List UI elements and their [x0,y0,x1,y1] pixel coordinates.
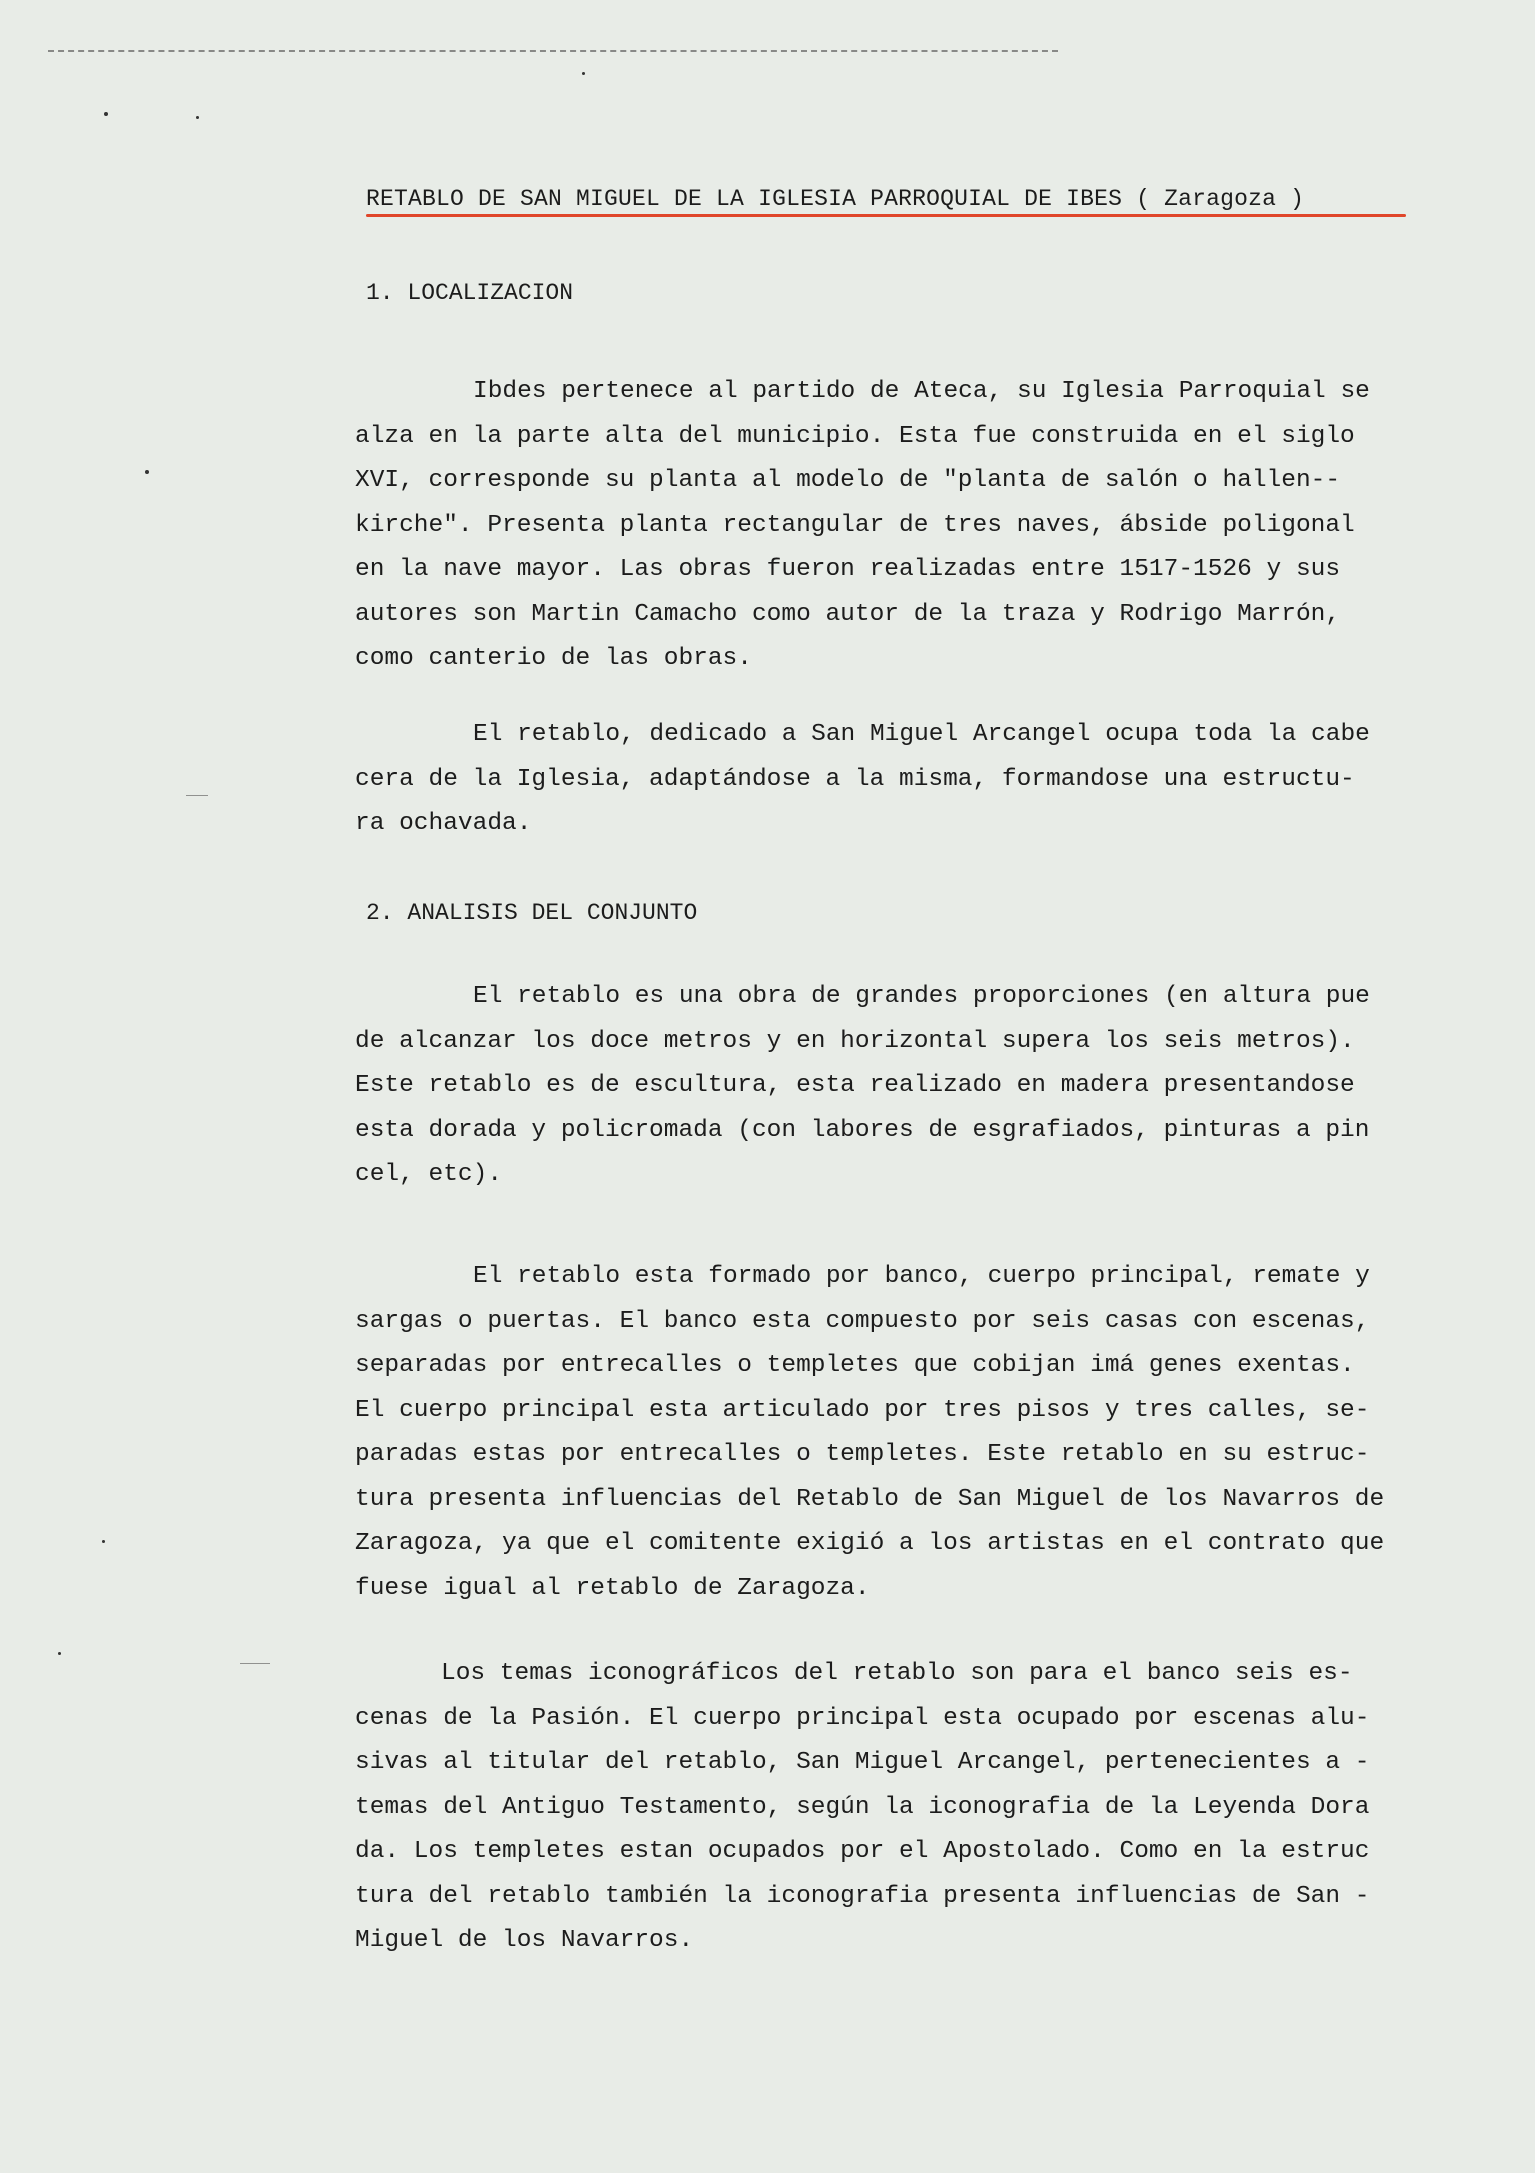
text-line: cel, etc). [355,1161,503,1188]
text-line: de alcanzar los doce metros y en horizontal supera los seis metros). [355,1027,1355,1055]
scan-edge-mark [48,50,1058,56]
text-line: Este retablo es de escultura, esta realizado en madera presentandose [355,1072,1355,1099]
text-line: cera de la Iglesia, adaptándose a la misma, formandose una estructu- [355,765,1355,793]
text-line: kirche". Presenta planta rectangular de tres naves, ábside poligonal [355,511,1355,539]
text-line: Los temas iconográficos del retablo son para el banco seis es- [441,1660,1353,1687]
text-line: Miguel de los Navarros. [355,1927,694,1954]
text-line: ra ochavada. [355,810,532,837]
paragraph [355,1652,1445,1964]
text-line: alza en la parte alta del municipio. Esta fue construida en el siglo [355,422,1355,450]
document-title: RETABLO DE SAN MIGUEL DE LA IGLESIA PARROQUIAL DE IBES ( Zaragoza ) [366,186,1305,212]
text-line: Zaragoza, ya que el comitente exigió a los artistas en el contrato que [355,1530,1385,1557]
text-line: esta dorada y policromada (con labores de esgrafiados, pinturas a pin [355,1116,1370,1144]
scan-mark [186,795,208,796]
paragraph [355,975,1445,1198]
text-line: El retablo, dedicado a San Miguel Arcangel ocupa toda la cabe [473,721,1370,748]
scan-mark [240,1663,270,1664]
text-line: El retablo es una obra de grandes proporciones (en altura pue [473,983,1370,1010]
text-line: cenas de la Pasión. El cuerpo principal esta ocupado por escenas alu- [355,1704,1370,1732]
section-heading: 1. LOCALIZACION [366,280,574,306]
section-heading: 2. ANALISIS DEL CONJUNTO [366,900,698,926]
text-line: temas del Antiguo Testamento, según la iconografia de la Leyenda Dora [355,1793,1370,1821]
scan-speck [582,72,585,75]
scan-speck [58,1652,61,1655]
scan-speck [145,470,149,474]
paragraph [355,713,1445,847]
text-line: tura del retablo también la iconografia presenta influencias de San - [355,1882,1370,1910]
text-line: en la nave mayor. Las obras fueron realizadas entre 1517-1526 y sus [355,556,1341,583]
scan-speck [196,116,199,119]
text-line: da. Los templetes estan ocupados por el Apostolado. Como en la estruc [355,1838,1370,1865]
title-highlight-underline [366,214,1406,217]
text-line: como canterio de las obras. [355,645,752,672]
paragraph [355,1255,1445,1611]
scan-speck [104,112,108,116]
text-line: sargas o puertas. El banco esta compuesto por seis casas con escenas, [355,1307,1370,1335]
text-line: El cuerpo principal esta articulado por tres pisos y tres calles, se- [355,1396,1370,1424]
text-line: paradas estas por entrecalles o templetes. Este retablo en su estruc- [355,1441,1370,1468]
text-line: tura presenta influencias del Retablo de San Miguel de los Navarros de [355,1485,1385,1513]
text-line: Ibdes pertenece al partido de Ateca, su Iglesia Parroquial se [473,378,1370,405]
text-line: El retablo esta formado por banco, cuerpo principal, remate y [473,1263,1370,1290]
text-line: XVI, corresponde su planta al modelo de "planta de salón o hallen-- [355,467,1341,494]
text-line: autores son Martin Camacho como autor de la traza y Rodrigo Marrón, [355,600,1341,628]
text-line: fuese igual al retablo de Zaragoza. [355,1574,870,1602]
text-line: separadas por entrecalles o templetes que cobijan imá genes exentas. [355,1352,1355,1379]
scan-speck [102,1540,105,1543]
paragraph [355,370,1445,682]
text-line: sivas al titular del retablo, San Miguel Arcangel, pertenecientes a - [355,1749,1370,1776]
